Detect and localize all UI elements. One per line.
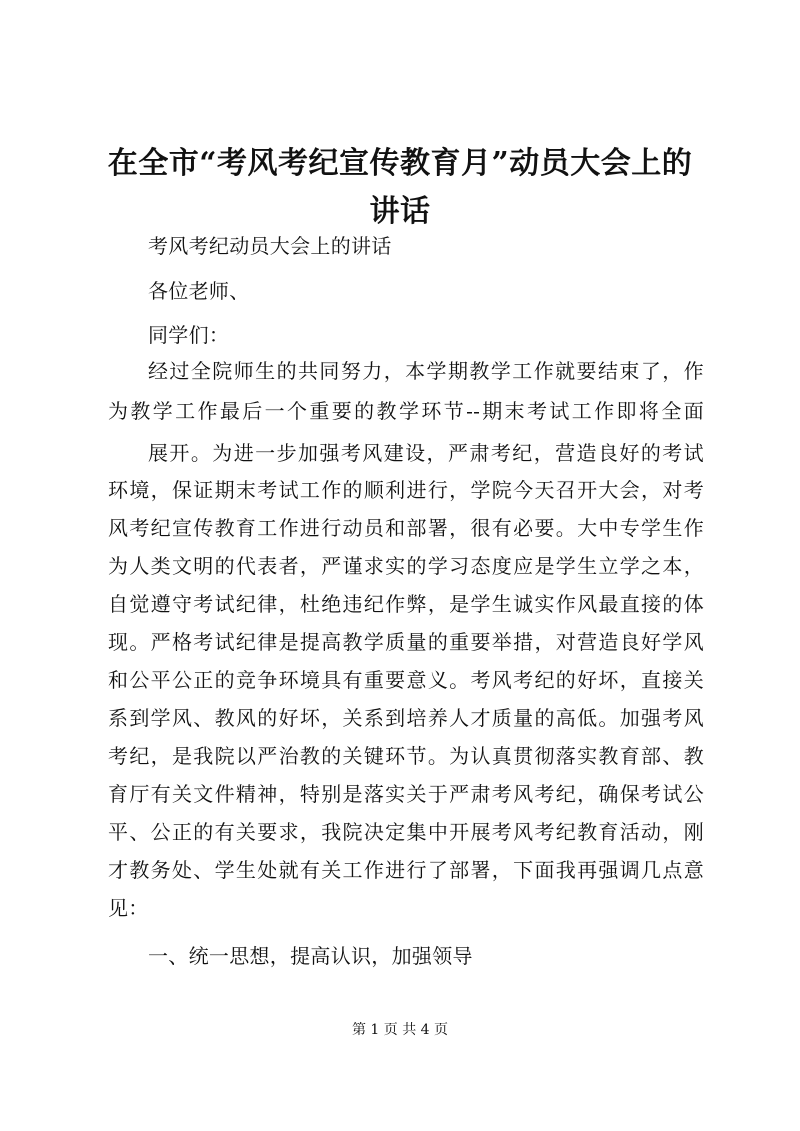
body-line: 为教学工作最后一个重要的教学环节--期末考试工作即将全面: [108, 399, 704, 423]
title-line-2: 讲话: [369, 194, 431, 229]
section-heading: 一、统一思想，提高认识，加强领导: [148, 944, 473, 968]
salutation-line-2: 同学们：: [148, 323, 230, 347]
body-line: 育厅有关文件精神，特别是落实关于严肃考风考纪，确保考试公: [108, 782, 704, 806]
body-line: 平、公正的有关要求，我院决定集中开展考风考纪教育活动，刚: [108, 820, 704, 844]
body-line: 考纪，是我院以严治教的关键环节。为认真贯彻落实教育部、教: [108, 744, 704, 768]
salutation-line-1: 各位老师、: [148, 279, 250, 303]
title-line-1: 在全市“考风考纪宣传教育月”动员大会上的: [107, 146, 693, 181]
body-line-last: 见：: [108, 896, 149, 920]
body-line: 系到学风、教风的好坏，关系到培养人才质量的高低。加强考风: [108, 706, 704, 730]
page-number: 第 1 页 共 4 页: [351, 1022, 449, 1038]
body-line: 自觉遵守考试纪律，杜绝违纪作弊，是学生诚实作风最直接的体: [108, 592, 704, 616]
body-line: 和公平公正的竞争环境具有重要意义。考风考纪的好坏，直接关: [108, 668, 704, 692]
document-title: [95, 140, 705, 236]
body-line: 才教务处、学生处就有关工作进行了部署，下面我再强调几点意: [108, 858, 704, 882]
subtitle-line: 考风考纪动员大会上的讲话: [148, 234, 392, 258]
body-line: 为人类文明的代表者，严谨求实的学习态度应是学生立学之本，: [108, 554, 704, 578]
body-line: 展开。为进一步加强考风建设，严肃考纪，营造良好的考试: [148, 441, 704, 465]
body-line: 风考纪宣传教育工作进行动员和部署，很有必要。大中专学生作: [108, 516, 704, 540]
body-line: 现。严格考试纪律是提高教学质量的重要举措，对营造良好学风: [108, 630, 704, 654]
body-line: 环境，保证期末考试工作的顺利进行，学院今天召开大会，对考: [108, 478, 704, 502]
body-line: 经过全院师生的共同努力，本学期教学工作就要结束了，作: [148, 359, 704, 383]
